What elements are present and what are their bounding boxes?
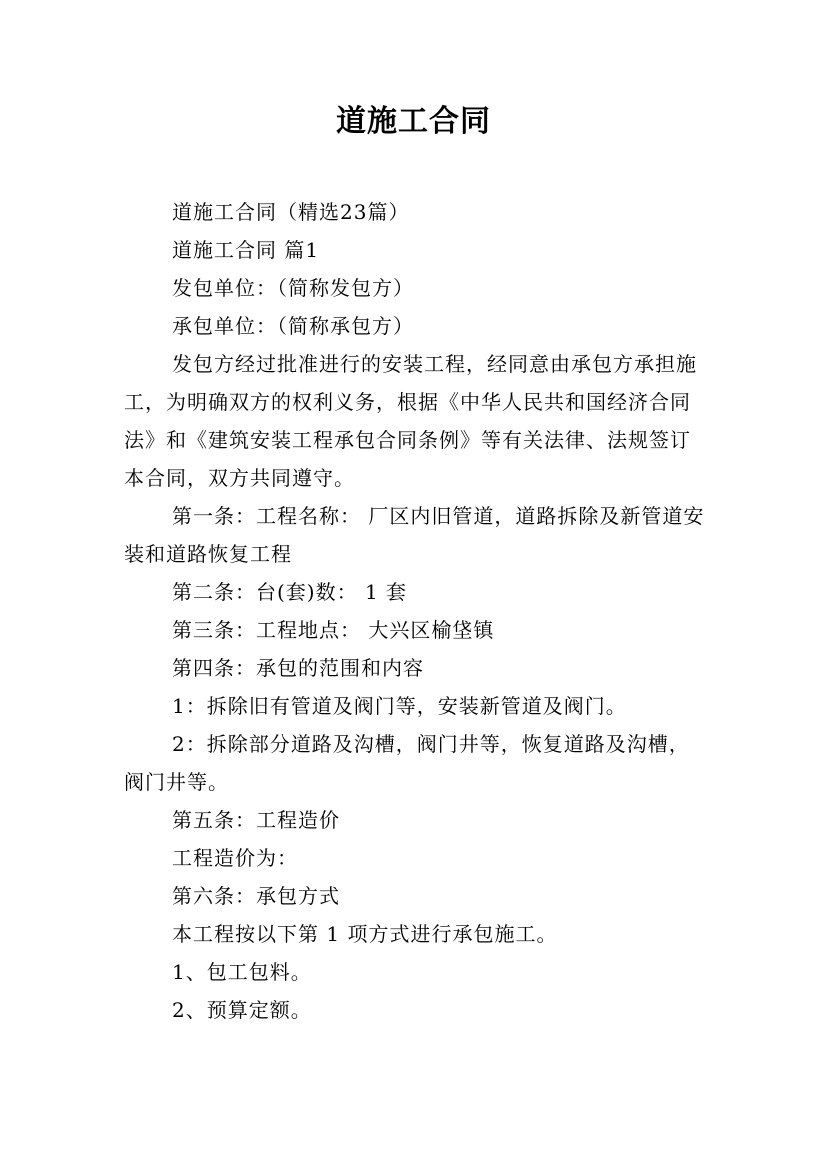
paragraph-article-2: 第二条：台(套)数： 1 套 <box>172 580 408 604</box>
paragraph-article-3: 第三条：工程地点： 大兴区榆垡镇 <box>172 618 495 642</box>
paragraph-contractor-party: 承包单位：（简称承包方） <box>172 314 414 338</box>
paragraph-subtitle: 道施工合同（精选23篇） <box>172 200 410 224</box>
paragraph-contracting-party: 发包单位：（简称发包方） <box>172 276 414 300</box>
paragraph-section-heading: 道施工合同 篇1 <box>172 238 320 262</box>
paragraph-article-6: 第六条：承包方式 <box>172 884 340 908</box>
paragraph-article-5: 第五条：工程造价 <box>172 808 340 832</box>
paragraph-preamble: 发包方经过批准进行的安装工程，经同意由承包方承担施工，为明确双方的权利义务，根据《中华人民共和国经济合同法》和《建筑安装工程承包合同条例》等有关法律、法规签订本合同，双方共同遵守。 <box>124 352 697 490</box>
paragraph-contract-method: 本工程按以下第 1 项方式进行承包施工。 <box>172 922 558 946</box>
paragraph-method-1: 1、包工包料。 <box>172 960 312 984</box>
document-title: 道施工合同 <box>336 104 491 139</box>
paragraph-article-4: 第四条：承包的范围和内容 <box>172 656 424 680</box>
paragraph-article-4-item-1: 1：拆除旧有管道及阀门等，安装新管道及阀门。 <box>172 694 627 718</box>
document-body <box>124 193 706 1029</box>
paragraph-article-1: 第一条：工程名称： 厂区内旧管道，道路拆除及新管道安装和道路恢复工程 <box>124 504 705 566</box>
paragraph-method-2: 2、预算定额。 <box>172 998 312 1022</box>
paragraph-article-4-item-2: 2：拆除部分道路及沟槽，阀门井等，恢复道路及沟槽，阀门井等。 <box>124 732 690 794</box>
paragraph-project-cost: 工程造价为： <box>172 846 298 870</box>
